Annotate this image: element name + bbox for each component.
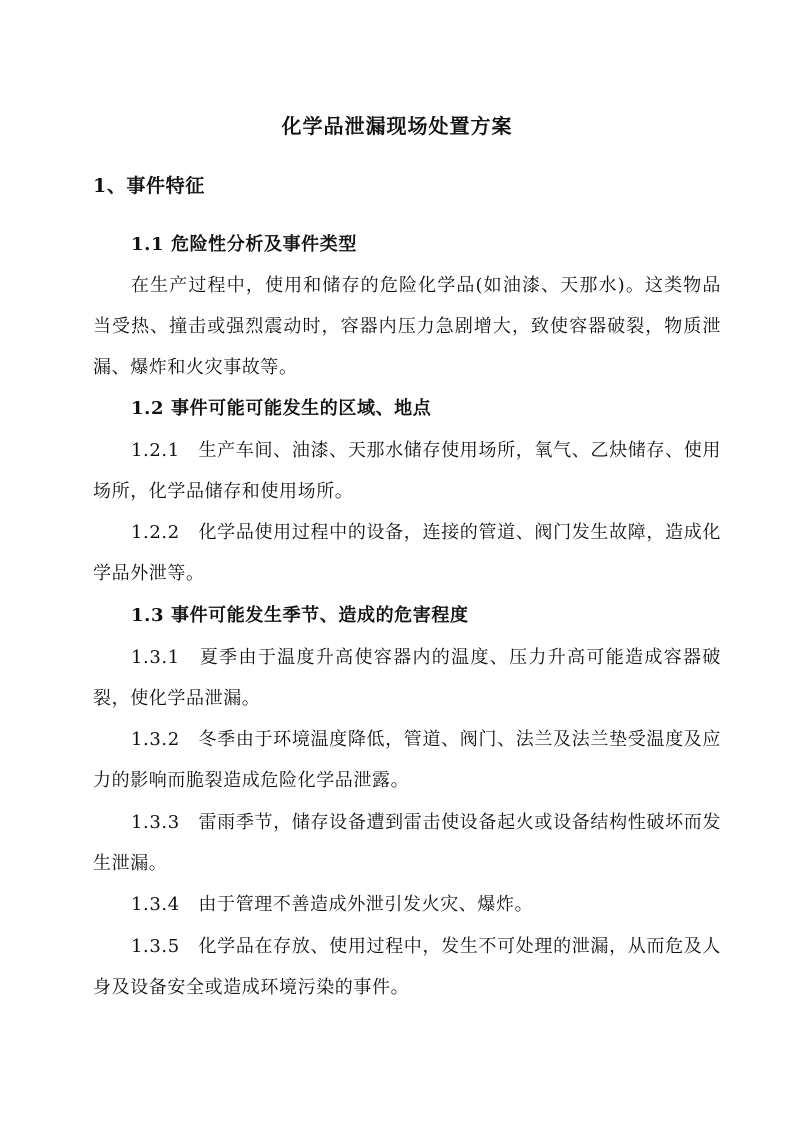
list-item-1-3-3: 1.3.3 雷雨季节，储存设备遭到雷击使设备起火或设备结构性破坏而发生泄漏。 <box>93 812 721 874</box>
list-item-1-3-2: 1.3.2 冬季由于环境温度降低，管道、阀门、法兰及法兰垫受温度及应力的影响而脆裂造成危险化学品泄露。 <box>93 729 721 791</box>
list-item-1-3-4: 1.3.4 由于管理不善造成外泄引发火灾、爆炸。 <box>131 894 534 915</box>
section-heading-1: 1、事件特征 <box>93 175 205 197</box>
document-title: 化学品泄漏现场处置方案 <box>281 114 513 138</box>
subsection-heading-1-3: 1.3 事件可能发生季节、造成的危害程度 <box>131 605 469 626</box>
list-item-1-3-5: 1.3.5 化学品在存放、使用过程中，发生不可处理的泄漏，从而危及人身及设备安全或造成环境污染的事件。 <box>93 936 721 998</box>
subsection-heading-1-1: 1.1 危险性分析及事件类型 <box>131 234 357 255</box>
list-item-1-3-1: 1.3.1 夏季由于温度升高使容器内的温度、压力升高可能造成容器破裂，使化学品泄漏。 <box>93 647 721 709</box>
list-item-1-2-1: 1.2.1 生产车间、油漆、天那水储存使用场所，氧气、乙炔储存、使用场所，化学品储存和使用场所。 <box>93 440 721 502</box>
subsection-heading-1-2: 1.2 事件可能可能发生的区域、地点 <box>131 398 432 419</box>
list-item-1-2-2: 1.2.2 化学品使用过程中的设备，连接的管道、阀门发生故障，造成化学品外泄等。 <box>93 522 721 584</box>
paragraph-hazard-analysis: 在生产过程中，使用和储存的危险化学品(如油漆、天那水)。这类物品当受热、撞击或强烈震动时，容器内压力急剧增大，致使容器破裂，物质泄漏、爆炸和火灾事故等。 <box>93 275 721 378</box>
